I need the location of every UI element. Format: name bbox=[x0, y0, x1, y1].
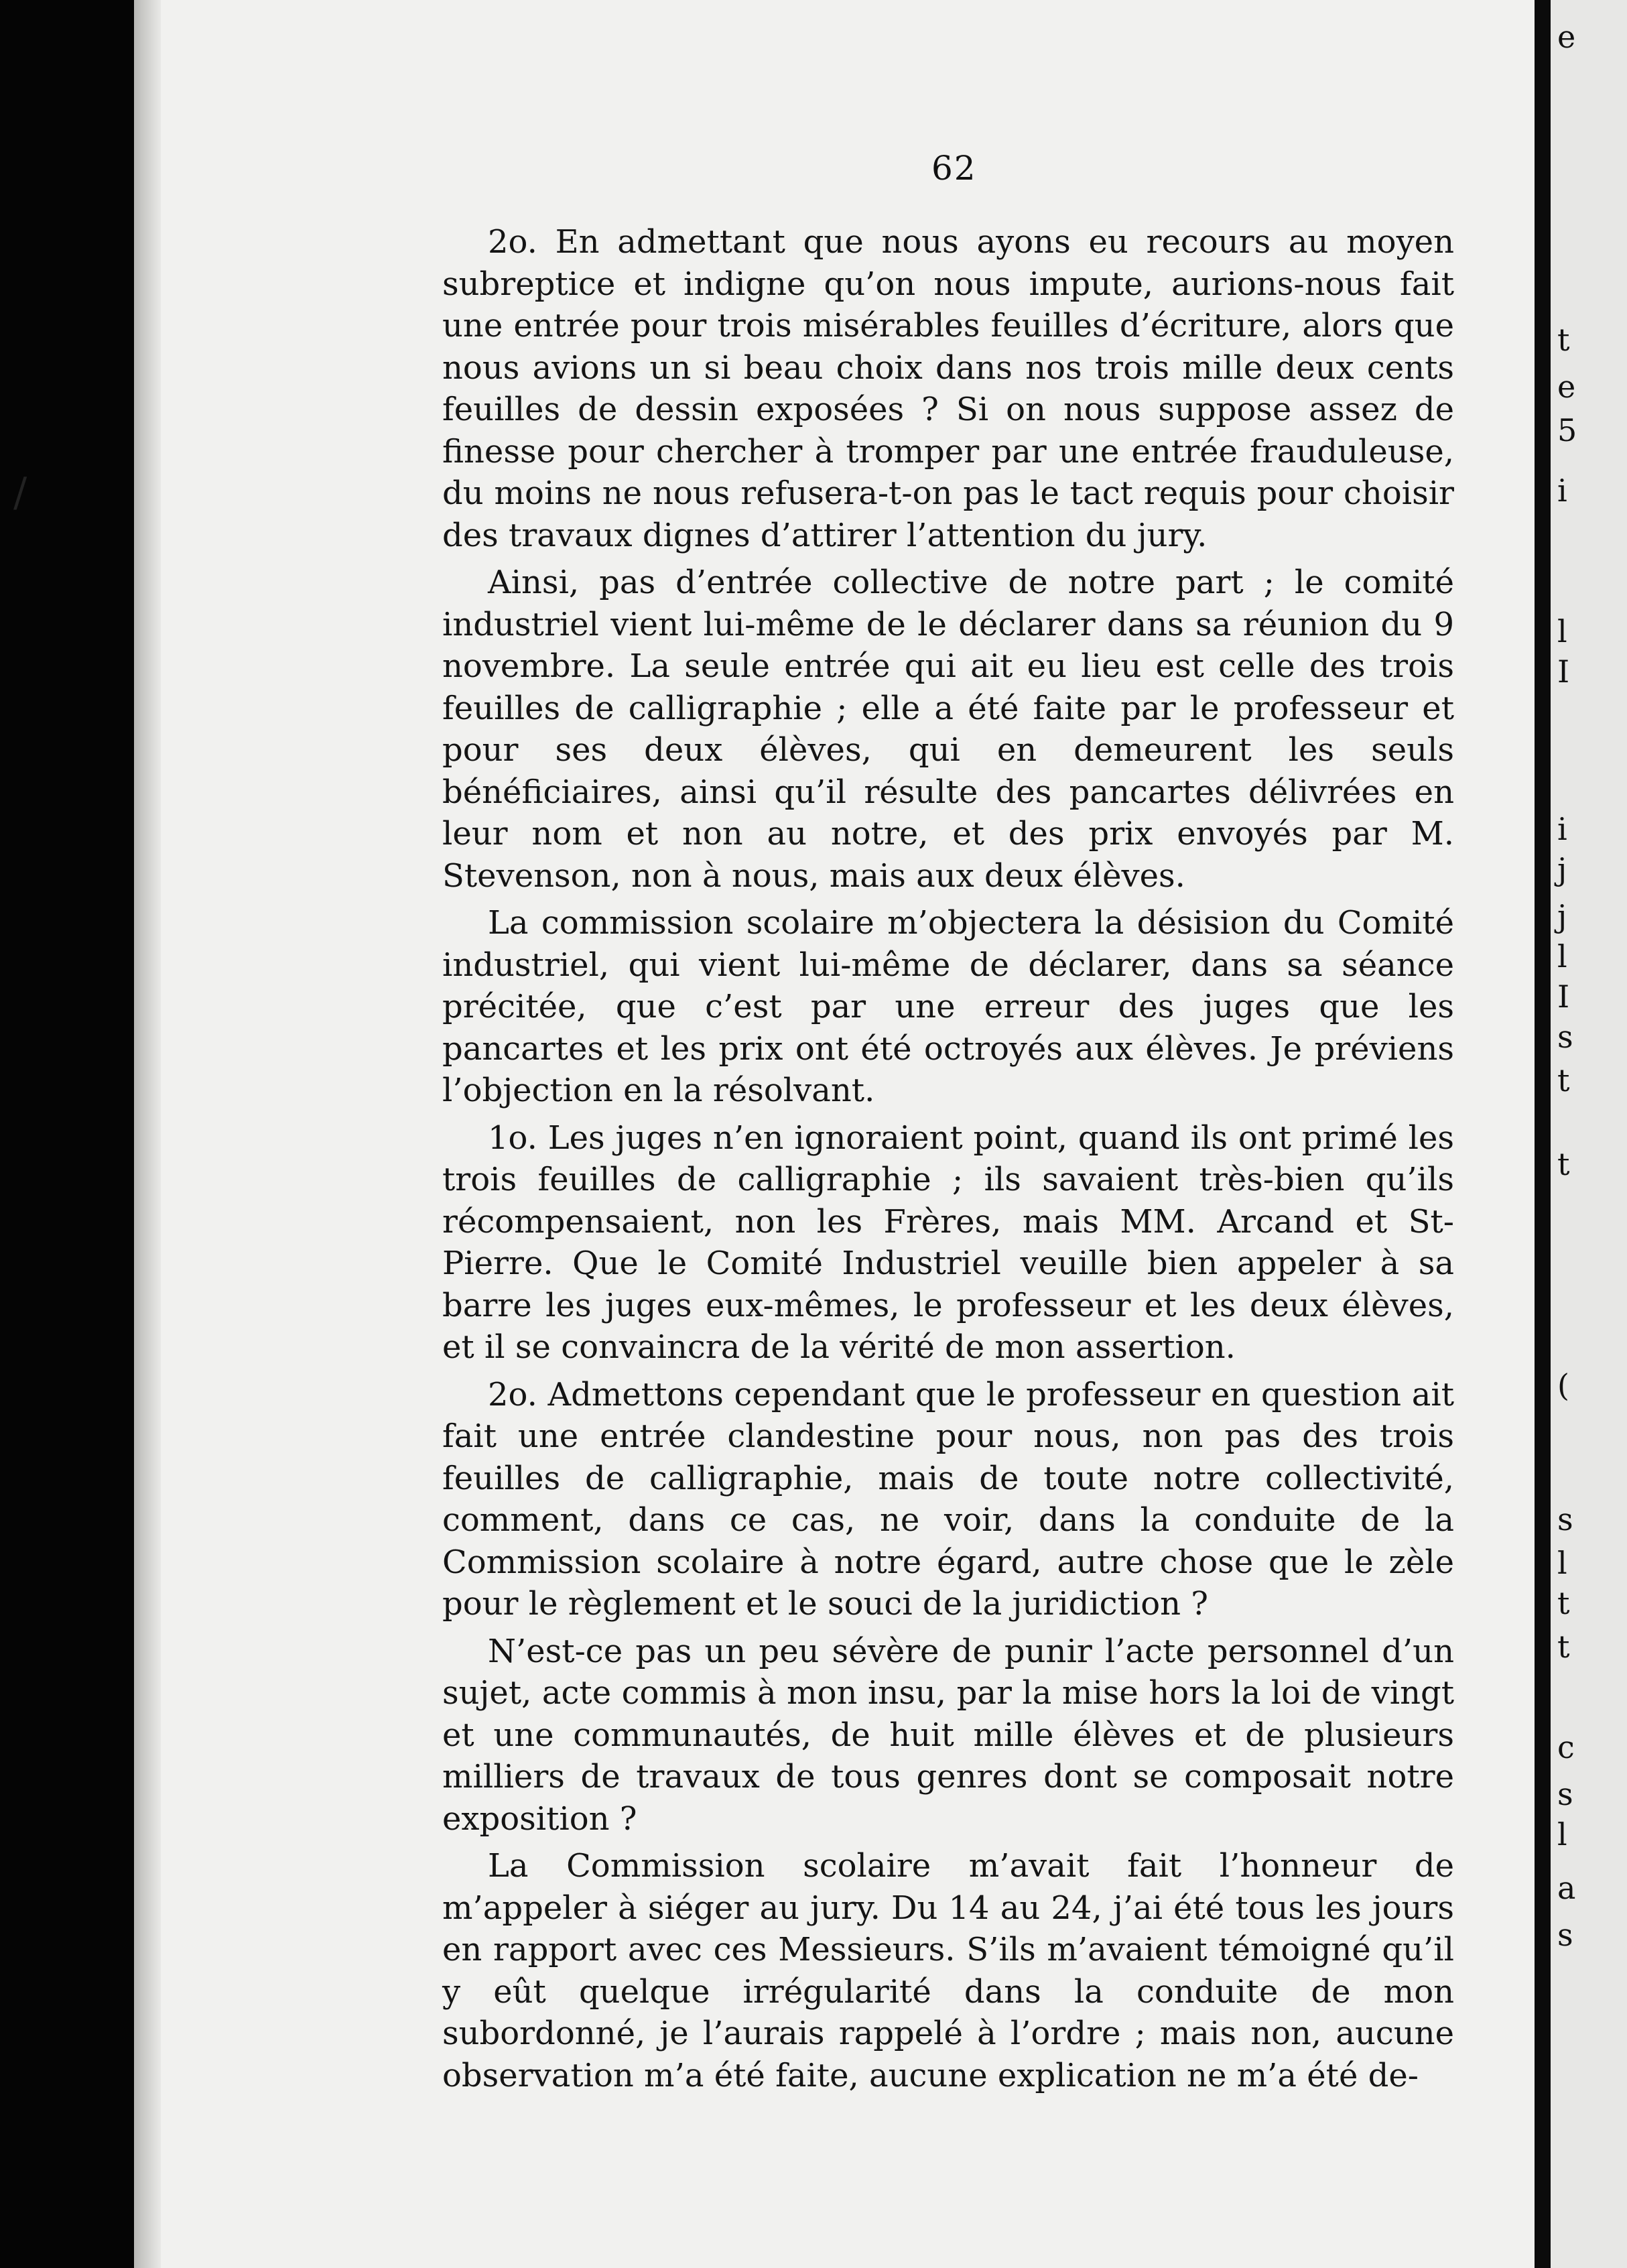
scan-left-border bbox=[0, 0, 134, 2268]
body-text bbox=[442, 221, 1454, 2102]
facing-page-fragment: j bbox=[1557, 851, 1567, 887]
facing-page-fragment: e bbox=[1557, 369, 1576, 405]
paragraph: Ainsi, pas d’entrée collective de notre part ; le comité industriel vient lui-même de le déclarer dans sa réunion du 9 novembre. La seule entrée qui ait eu lieu est celle des trois feuilles de calligraphie ; elle a été faite par le professeur et pour ses deux élèves, qui en demeurent les seuls bénéficiaires, ainsi qu’il résulte des pancartes délivrées en leur nom et non au notre, et des prix envoyés par M. Stevenson, non à nous, mais aux deux élèves. bbox=[442, 564, 1454, 895]
facing-page-edge bbox=[1551, 0, 1627, 2268]
facing-page-fragment: t bbox=[1557, 1585, 1570, 1621]
facing-page-fragment: s bbox=[1557, 1019, 1573, 1055]
facing-page-fragment: ( bbox=[1557, 1367, 1569, 1403]
paragraph: N’est-ce pas un peu sévère de punir l’acte personnel d’un sujet, acte commis à mon insu, par la mise hors la loi de vingt et une communautés, de huit mille élèves et de plusieurs milliers de travaux de tous genres dont se composait notre exposition ? bbox=[442, 1632, 1454, 1838]
facing-page-fragment: 5 bbox=[1557, 412, 1577, 448]
paragraph: 1o. Les juges n’en ignoraient point, quand ils ont primé les trois feuilles de calligraphie ; ils savaient très-bien qu’ils récompensaient, non les Frères, mais MM. Arcand et St-Pierre. Que le Comité Industriel veuille bien appeler à sa barre les juges eux-mêmes, le professeur et les deux élèves, et il se convaincra de la vérité de mon assertion. bbox=[442, 1119, 1454, 1366]
facing-page-fragment: e bbox=[1557, 19, 1576, 55]
facing-page-fragment: l bbox=[1557, 938, 1567, 974]
facing-page-fragment: l bbox=[1557, 1545, 1567, 1581]
page-number: 62 bbox=[931, 149, 977, 188]
facing-page-fragment: c bbox=[1557, 1729, 1575, 1765]
facing-page-fragment: l bbox=[1557, 1816, 1567, 1852]
facing-page-fragment: l bbox=[1557, 613, 1567, 649]
facing-page-fragment: I bbox=[1557, 979, 1570, 1015]
facing-page-fragment: t bbox=[1557, 1062, 1570, 1098]
facing-page-fragment: j bbox=[1557, 898, 1567, 934]
facing-page-fragment: s bbox=[1557, 1501, 1573, 1537]
paragraph: La Commission scolaire m’avait fait l’honneur de m’appeler à siéger au jury. Du 14 au 24, j’ai été tous les jours en rapport avec ces Messieurs. S’ils m’avaient témoigné qu’il y eût quelque irrégularité dans la conduite de mon subordonné, je l’aurais rappelé à l’ordre ; mais non, aucune observation m’a été faite, aucune explication ne m’a été de- bbox=[442, 1847, 1454, 2094]
facing-page-fragment: t bbox=[1557, 322, 1570, 358]
facing-page-fragment: i bbox=[1557, 472, 1567, 509]
facing-page-fragment: I bbox=[1557, 653, 1570, 690]
facing-page-fragment: t bbox=[1557, 1146, 1570, 1182]
facing-page-fragment: a bbox=[1557, 1870, 1576, 1906]
facing-page-fragment: s bbox=[1557, 1776, 1573, 1812]
paragraph: 2o. Admettons cependant que le professeur en question ait fait une entrée clandestine pour nous, non pas des trois feuilles de calligraphie, mais de toute notre collectivité, comment, dans ce cas, ne voir, dans la conduite de la Commission scolaire à notre égard, autre chose que le zèle pour le règlement et le souci de la juridiction ? bbox=[442, 1375, 1454, 1623]
paragraph: 2o. En admettant que nous ayons eu recours au moyen subreptice et indigne qu’on nous impute, aurions-nous fait une entrée pour trois misérables feuilles d’écriture, alors que nous avions un si beau choix dans nos trois mille deux cents feuilles de dessin exposées ? Si on nous suppose assez de finesse pour chercher à tromper par une entrée frauduleuse, du moins ne nous refusera-t-on pas le tact requis pour choisir des travaux dignes d’attirer l’attention du jury. bbox=[442, 223, 1454, 554]
page-binding-shadow bbox=[134, 0, 161, 2268]
facing-page-fragment: t bbox=[1557, 1629, 1570, 1665]
stray-mark: / bbox=[13, 469, 27, 516]
facing-page-fragment: i bbox=[1557, 811, 1567, 847]
paragraph: La commission scolaire m’objectera la désision du Comité industriel, qui vient lui-même de déclarer, dans sa séance précitée, que c’est par une erreur des juges que les pancartes et les prix ont été octroyés aux élèves. Je préviens l’objection en la résolvant. bbox=[442, 904, 1454, 1109]
facing-page-fragment: s bbox=[1557, 1917, 1573, 1953]
book-gutter bbox=[1535, 0, 1551, 2268]
